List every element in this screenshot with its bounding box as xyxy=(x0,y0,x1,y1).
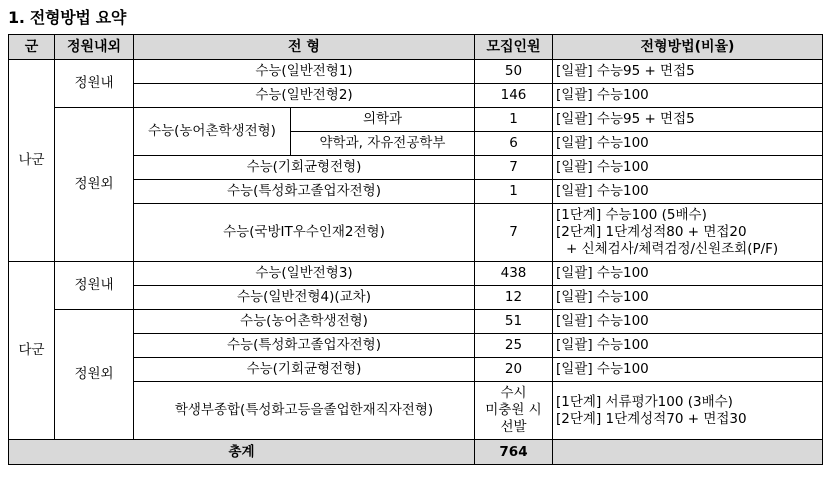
track-cell: 수능(기회균형전형) xyxy=(134,156,475,180)
track-cell: 수능(일반전형2) xyxy=(134,84,475,108)
track-cell: 수능(일반전형1) xyxy=(134,60,475,84)
method-cell: [일괄] 수능100 xyxy=(553,286,823,310)
quota-cell-da-in: 정원내 xyxy=(55,262,134,310)
count-cell xyxy=(475,382,553,440)
track-cell: 수능(기회균형전형) xyxy=(134,358,475,382)
method-cell: [일괄] 수능95 + 면접5 xyxy=(553,108,823,132)
track-cell: 수능(농어촌학생전형) xyxy=(134,310,475,334)
method-cell: [일괄] 수능100 xyxy=(553,132,823,156)
method-cell xyxy=(553,382,823,440)
header-row xyxy=(9,35,823,60)
method-cell: [일괄] 수능100 xyxy=(553,358,823,382)
track-cell: 수능(국방IT우수인재2전형) xyxy=(134,204,475,262)
method-cell xyxy=(553,204,823,262)
track-sub-cell: 의학과 xyxy=(291,108,475,132)
track-cell: 수능(일반전형3) xyxy=(134,262,475,286)
method-line: [1단계] 수능100 (5배수) xyxy=(556,207,707,223)
table-row xyxy=(9,262,823,286)
count-cell: 12 xyxy=(475,286,553,310)
count-cell: 7 xyxy=(475,204,553,262)
method-line: + 신체검사/체력검정/신원조회(P/F) xyxy=(566,241,779,257)
count-line: 미충원 시 xyxy=(485,402,542,418)
track-cell: 수능(일반전형4)(교차) xyxy=(134,286,475,310)
track-cell: 학생부종합(특성화고등을졸업한재직자전형) xyxy=(134,382,475,440)
count-cell: 1 xyxy=(475,108,553,132)
count-cell: 20 xyxy=(475,358,553,382)
header-method: 전형방법(비율) xyxy=(553,35,823,60)
method-line: [2단계] 1단계성적70 + 면접30 xyxy=(556,410,747,427)
header-track: 전 형 xyxy=(134,35,475,60)
total-row xyxy=(9,440,823,465)
total-empty xyxy=(553,440,823,465)
count-cell: 6 xyxy=(475,132,553,156)
table-row xyxy=(9,108,823,132)
method-line: [2단계] 1단계성적80 + 면접20 xyxy=(556,224,747,240)
count-cell: 50 xyxy=(475,60,553,84)
track-group-cell: 수능(농어촌학생전형) xyxy=(134,108,291,156)
page-title: 1. 전형방법 요약 xyxy=(8,8,127,27)
admission-summary-table xyxy=(8,34,823,465)
method-cell: [일괄] 수능100 xyxy=(553,262,823,286)
total-label: 총계 xyxy=(9,440,475,465)
count-cell: 7 xyxy=(475,156,553,180)
quota-cell-da-out: 정원외 xyxy=(55,310,134,440)
header-count: 모집인원 xyxy=(475,35,553,60)
track-cell: 수능(특성화고졸업자전형) xyxy=(134,180,475,204)
quota-cell-na-in: 정원내 xyxy=(55,60,134,108)
header-gun: 군 xyxy=(9,35,55,60)
method-cell: [일괄] 수능100 xyxy=(553,310,823,334)
quota-cell-na-out: 정원외 xyxy=(55,108,134,262)
count-cell: 438 xyxy=(475,262,553,286)
track-cell: 수능(특성화고졸업자전형) xyxy=(134,334,475,358)
total-count: 764 xyxy=(475,440,553,465)
count-cell: 25 xyxy=(475,334,553,358)
table-row xyxy=(9,310,823,334)
method-cell: [일괄] 수능100 xyxy=(553,180,823,204)
header-quota: 정원내외 xyxy=(55,35,134,60)
gun-cell-da: 다군 xyxy=(9,262,55,440)
count-line: 수시 xyxy=(500,385,527,401)
count-cell: 146 xyxy=(475,84,553,108)
table-row xyxy=(9,60,823,84)
method-line: [1단계] 서류평가100 (3배수) xyxy=(556,393,733,410)
count-cell: 51 xyxy=(475,310,553,334)
track-sub-cell: 약학과, 자유전공학부 xyxy=(291,132,475,156)
count-cell: 1 xyxy=(475,180,553,204)
method-cell: [일괄] 수능100 xyxy=(553,84,823,108)
count-line: 선발 xyxy=(500,419,527,435)
method-cell: [일괄] 수능95 + 면접5 xyxy=(553,60,823,84)
method-cell: [일괄] 수능100 xyxy=(553,334,823,358)
method-cell: [일괄] 수능100 xyxy=(553,156,823,180)
gun-cell-na: 나군 xyxy=(9,60,55,262)
